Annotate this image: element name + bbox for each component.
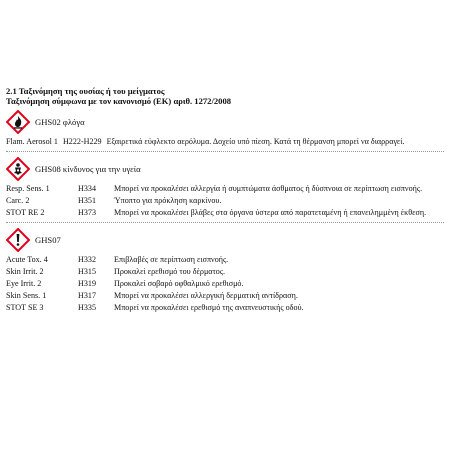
flame-icon bbox=[6, 110, 30, 134]
hazard-statement: Ύποπτο για πρόκληση καρκίνου. bbox=[114, 196, 222, 205]
ghs07-header bbox=[6, 227, 444, 253]
health-hazard-icon bbox=[6, 157, 30, 181]
hazard-code: H317 bbox=[78, 291, 96, 300]
hazard-row bbox=[6, 208, 444, 218]
hazard-class: Eye Irrit. 2 bbox=[6, 279, 42, 288]
hazard-class: STOT RE 2 bbox=[6, 208, 45, 217]
hazard-code: H315 bbox=[78, 267, 96, 276]
hazard-statement: Επιβλαβές σε περίπτωση εισπνοής. bbox=[114, 255, 229, 264]
regulation-subtitle: Ταξινόμηση σύμφωνα με τον κανονισμό (ΕΚ) αριθ. 1272/2008 bbox=[6, 96, 232, 106]
hazard-class: Acute Tox. 4 bbox=[6, 255, 48, 264]
hazard-code: H351 bbox=[78, 196, 96, 205]
ghs02-header bbox=[6, 109, 444, 135]
hazard-code: H335 bbox=[78, 303, 96, 312]
hazard-row bbox=[6, 137, 444, 147]
hazard-statement: Μπορεί να προκαλέσει ερεθισμό της αναπνευστικής οδού. bbox=[114, 303, 304, 312]
section-title: 2.1 Ταξινόμηση της ουσίας ή του μείγματος bbox=[6, 86, 165, 96]
hazard-class: Skin Irrit. 2 bbox=[6, 267, 44, 276]
hazard-row bbox=[6, 184, 444, 194]
ghs08-header bbox=[6, 156, 444, 182]
hazard-row bbox=[6, 196, 444, 206]
hazard-statement: Εξαιρετικά εύφλεκτο αερόλυμα. Δοχείο υπό πίεση. Κατά τη θέρμανση μπορεί να διαρραγεί. bbox=[106, 137, 405, 146]
ghs08-label: GHS08 κίνδυνος για την υγεία bbox=[35, 164, 141, 174]
hazard-row bbox=[6, 291, 444, 301]
exclamation-icon bbox=[6, 228, 30, 252]
hazard-statement: Προκαλεί σοβαρό οφθαλμικό ερεθισμό. bbox=[114, 279, 244, 288]
hazard-row bbox=[6, 303, 444, 313]
hazard-code: H373 bbox=[78, 208, 96, 217]
hazard-code: H334 bbox=[78, 184, 96, 193]
hazard-class: STOT SE 3 bbox=[6, 303, 44, 312]
hazard-class: Flam. Aerosol 1 bbox=[6, 137, 58, 146]
hazard-statement: Προκαλεί ερεθισμό του δέρματος. bbox=[114, 267, 226, 276]
hazard-class: Resp. Sens. 1 bbox=[6, 184, 50, 193]
hazard-class: Skin Sens. 1 bbox=[6, 291, 47, 300]
separator bbox=[6, 222, 444, 223]
classification-section bbox=[6, 86, 444, 313]
hazard-code: H222-H229 bbox=[62, 137, 102, 146]
separator bbox=[6, 151, 444, 152]
hazard-class: Carc. 2 bbox=[6, 196, 30, 205]
ghs07-label: GHS07 bbox=[35, 235, 61, 245]
hazard-statement: Μπορεί να προκαλέσει αλλεργική δερματική αντίδραση. bbox=[114, 291, 298, 300]
hazard-row bbox=[6, 255, 444, 265]
hazard-row bbox=[6, 267, 444, 277]
hazard-code: H332 bbox=[78, 255, 96, 264]
hazard-statement: Μπορεί να προκαλέσει βλάβες στα όργανα ύστερα από παρατεταμένη ή επανειλημμένη έκθεση. bbox=[114, 208, 427, 217]
hazard-code: H319 bbox=[78, 279, 96, 288]
ghs02-label: GHS02 φλόγα bbox=[35, 117, 85, 127]
hazard-row bbox=[6, 279, 444, 289]
hazard-statement: Μπορεί να προκαλέσει αλλεργία ή συμπτώματα άσθματος ή δύσπνοια σε περίπτωση εισπνοής. bbox=[114, 184, 423, 193]
